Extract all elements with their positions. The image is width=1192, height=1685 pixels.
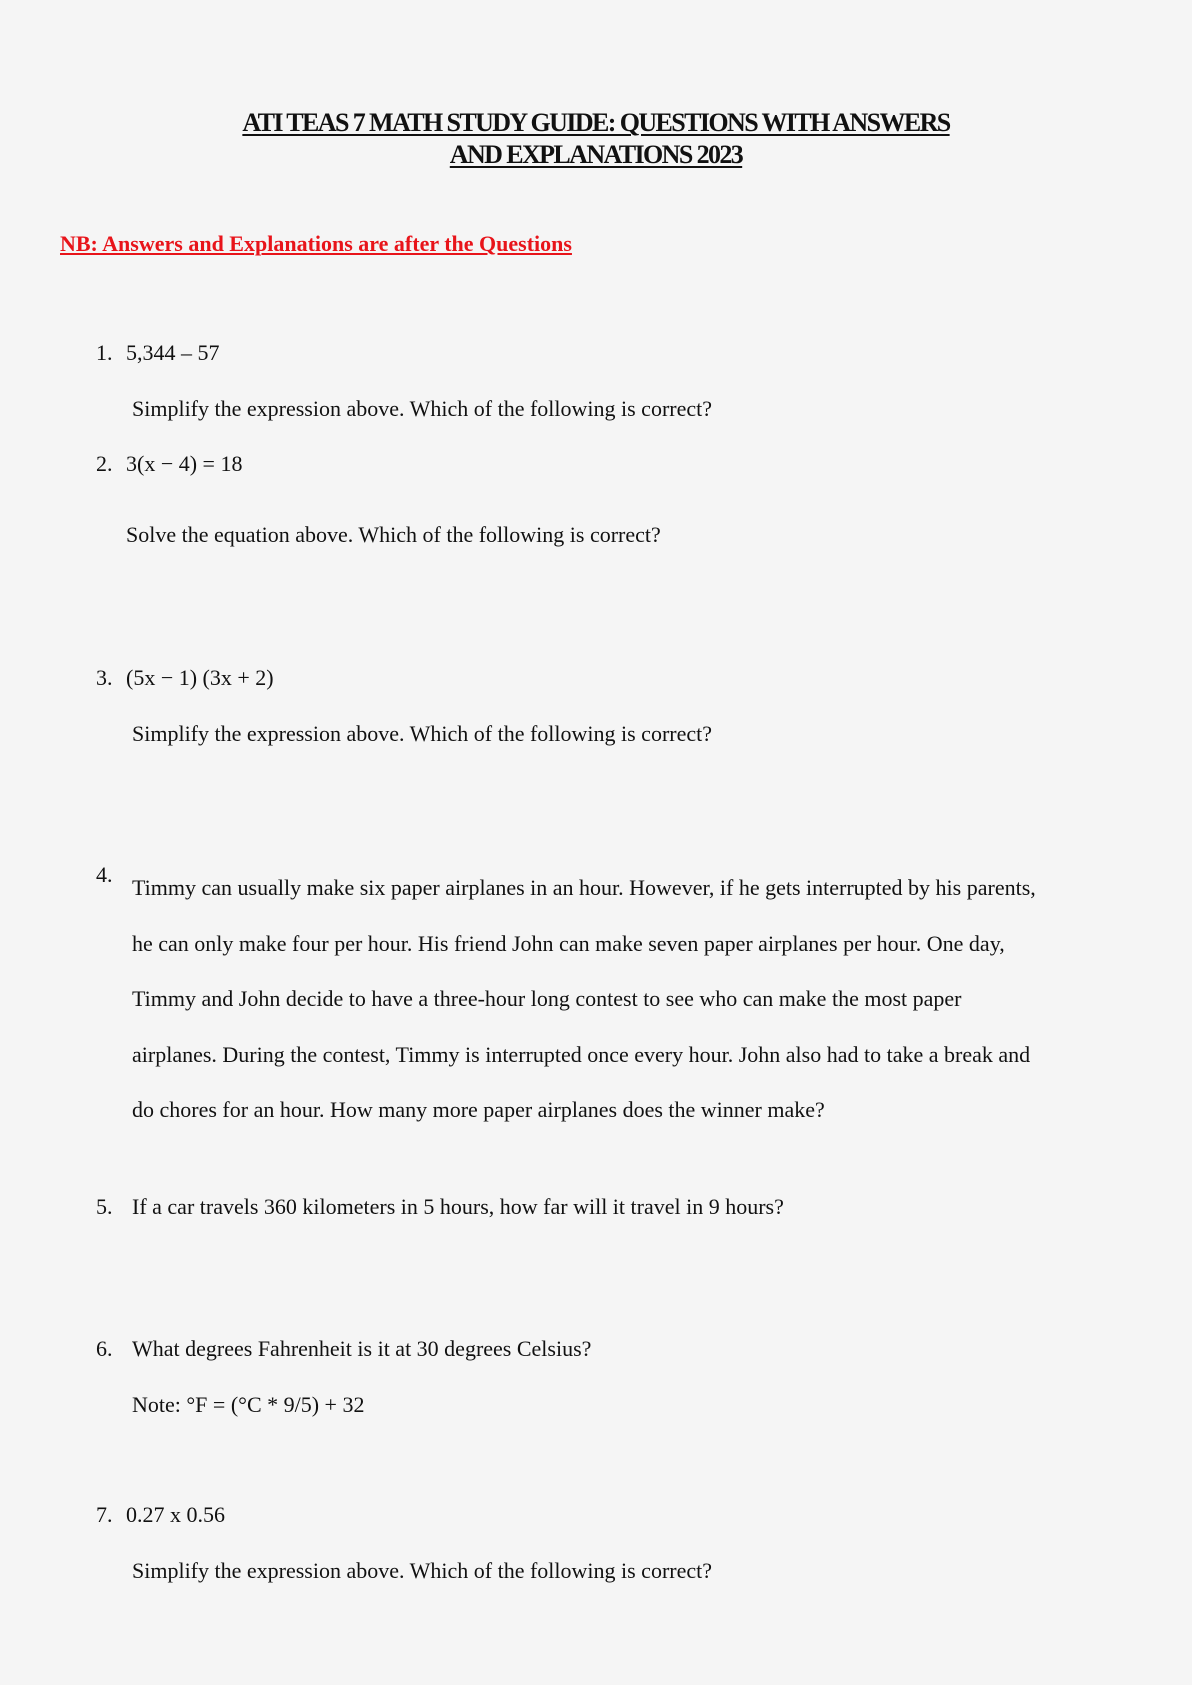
question-prompt: Solve the equation above. Which of the following is correct? xyxy=(126,522,661,547)
question-expression: 3(x − 4) = 18 xyxy=(126,451,243,476)
document-title-line-2: AND EXPLANATIONS 2023 xyxy=(449,140,743,169)
question-line: Timmy and John decide to have a three-hour long contest to see who can make the most paper xyxy=(132,986,962,1012)
formula-note: Note: °F = (°C * 9/5) + 32 xyxy=(132,1392,365,1417)
question-expression: 0.27 x 0.56 xyxy=(126,1502,225,1527)
question-line: Timmy can usually make six paper airplanes in an hour. However, if he gets interrupted by his parents, xyxy=(132,875,1036,900)
question-prompt: Simplify the expression above. Which of the following is correct? xyxy=(132,396,713,421)
document-title-line-1: ATI TEAS 7 MATH STUDY GUIDE: QUESTIONS WITH ANSWERS xyxy=(242,108,950,137)
question-number: 4. xyxy=(96,862,113,887)
question-number: 1. xyxy=(96,340,113,365)
question-text: What degrees Fahrenheit is it at 30 degrees Celsius? xyxy=(132,1336,592,1361)
question-prompt: Simplify the expression above. Which of the following is correct? xyxy=(132,721,713,746)
question-expression: 5,344 – 57 xyxy=(126,340,220,365)
question-text xyxy=(132,860,1132,1138)
question-text: If a car travels 360 kilometers in 5 hours, how far will it travel in 9 hours? xyxy=(132,1194,784,1219)
question-prompt: Simplify the expression above. Which of the following is correct? xyxy=(132,1558,713,1583)
question-expression: (5x − 1) (3x + 2) xyxy=(126,665,274,690)
question-line: do chores for an hour. How many more paper airplanes does the winner make? xyxy=(132,1097,825,1123)
question-number: 5. xyxy=(96,1194,113,1219)
question-line: airplanes. During the contest, Timmy is interrupted once every hour. John also had to take a break and xyxy=(132,1041,1031,1067)
question-number: 2. xyxy=(96,451,113,476)
answers-note: NB: Answers and Explanations are after the Questions xyxy=(60,231,572,256)
question-line: he can only make four per hour. His friend John can make seven paper airplanes per hour. One day, xyxy=(132,930,1005,956)
question-number: 6. xyxy=(96,1336,113,1361)
question-number: 7. xyxy=(96,1502,113,1527)
question-number: 3. xyxy=(96,665,113,690)
